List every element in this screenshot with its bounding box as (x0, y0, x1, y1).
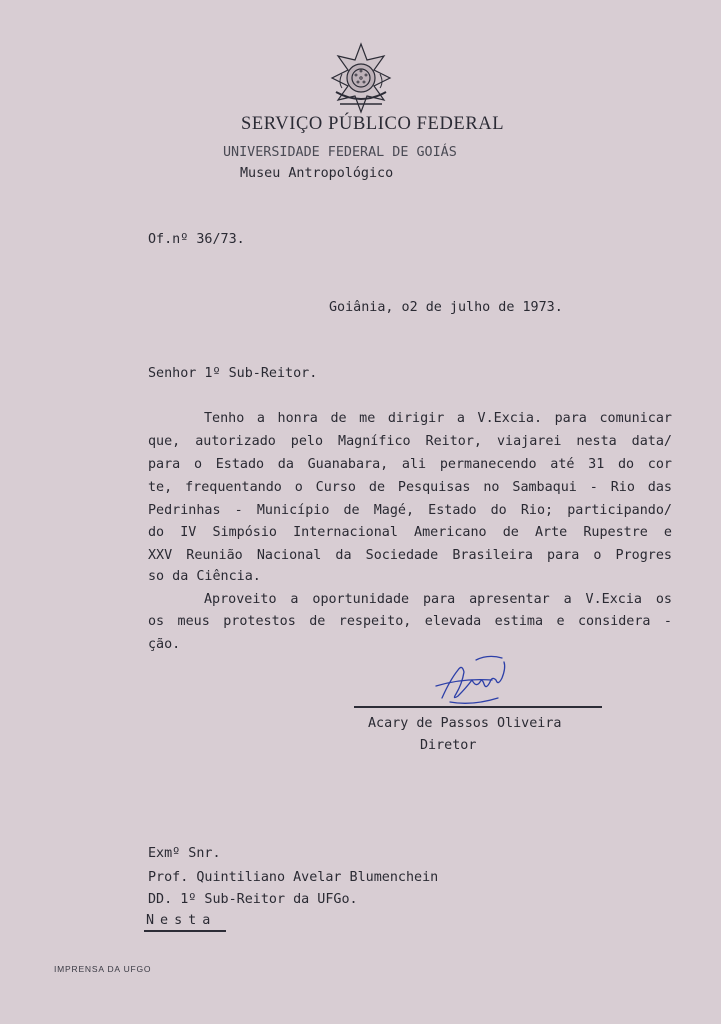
header-title: SERVIÇO PÚBLICO FEDERAL (241, 114, 505, 134)
body-line: que, autorizado pelo Magnífico Reitor, viajarei nesta data/ (148, 434, 672, 449)
printer-imprint: IMPRENSA DA UFGO (54, 964, 152, 974)
handwritten-signature (432, 650, 522, 710)
body-line: so da Ciência. (148, 569, 261, 584)
header-university: UNIVERSIDADE FEDERAL DE GOIÁS (223, 145, 457, 160)
body-line: Tenho a honra de me dirigir a V.Excia. para comunicar (204, 411, 672, 426)
letter-dateline: Goiânia, o2 de julho de 1973. (329, 300, 563, 315)
signature-line (354, 706, 602, 708)
body-line: Aproveito a oportunidade para apresentar a V.Excia os (204, 592, 672, 607)
body-line: do IV Simpósio Internacional Americano de Arte Rupestre e (148, 525, 672, 540)
body-line: XXV Reunião Nacional da Sociedade Brasileira para o Progres (148, 548, 672, 563)
addressee-line: DD. 1º Sub-Reitor da UFGo. (148, 892, 358, 907)
body-line: Pedrinhas - Município de Magé, Estado do Rio; participando/ (148, 503, 672, 518)
body-line: os meus protestos de respeito, elevada estima e considera - (148, 614, 672, 629)
body-line: para o Estado da Guanabara, ali permanecendo até 31 do cor (148, 457, 672, 472)
addressee-line: Prof. Quintiliano Avelar Blumenchein (148, 870, 439, 885)
body-line: te, frequentando o Curso de Pesquisas no Sambaqui - Rio das (148, 480, 672, 495)
addressee-underline (144, 930, 226, 932)
brazil-coat-of-arms-icon (328, 42, 394, 114)
body-line: ção. (148, 637, 181, 652)
header-department: Museu Antropológico (240, 166, 394, 181)
letter-reference: Of.nº 36/73. (148, 232, 245, 247)
letter-salutation: Senhor 1º Sub-Reitor. (148, 366, 318, 381)
signer-name: Acary de Passos Oliveira (368, 716, 562, 731)
addressee-line: Exmº Snr. (148, 846, 221, 861)
signer-role: Diretor (420, 738, 477, 753)
addressee-location: Nesta (146, 913, 217, 928)
